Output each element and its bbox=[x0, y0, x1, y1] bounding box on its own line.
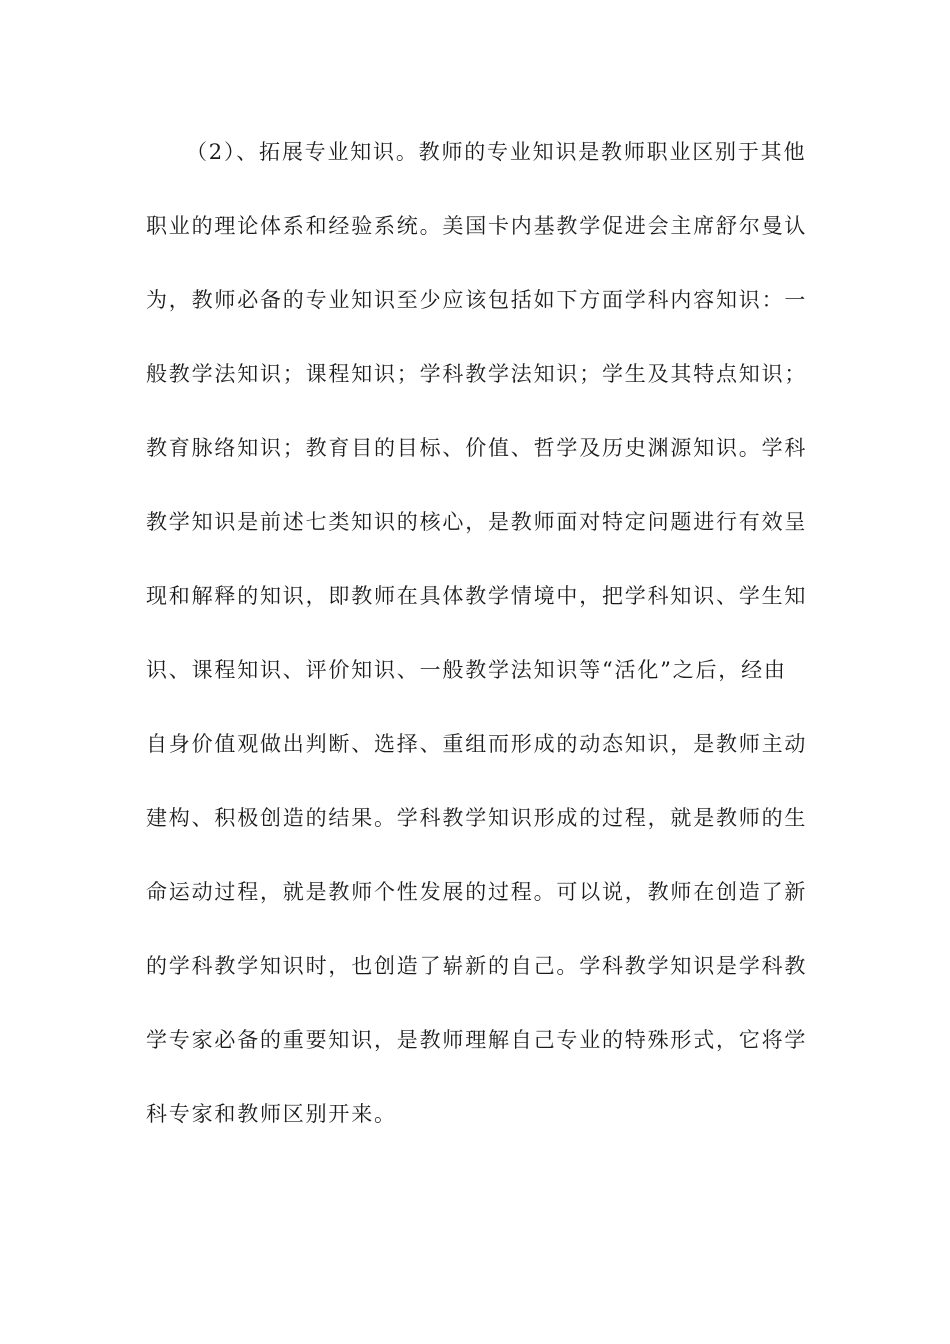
paragraph-line-5: 教育脉络知识；教育目的目标、价值、哲学及历史渊源知识。学科 bbox=[146, 436, 808, 460]
paragraph-line-12: 的学科教学知识时，也创造了崭新的自己。学科教学知识是学科教 bbox=[146, 954, 808, 978]
paragraph-line-4: 般教学法知识；课程知识；学科教学法知识；学生及其特点知识； bbox=[146, 362, 808, 386]
paragraph-line-10: 建构、积极创造的结果。学科教学知识形成的过程，就是教师的生 bbox=[146, 806, 808, 830]
paragraph-line-7: 现和解释的知识，即教师在具体教学情境中，把学科知识、学生知 bbox=[146, 584, 808, 608]
paragraph-line-6: 教学知识是前述七类知识的核心，是教师面对特定问题进行有效呈 bbox=[146, 510, 808, 534]
paragraph-line-11: 命运动过程，就是教师个性发展的过程。可以说，教师在创造了新 bbox=[146, 880, 808, 904]
paragraph-line-9: 自身价值观做出判断、选择、重组而形成的动态知识，是教师主动 bbox=[146, 732, 808, 756]
paragraph-line-8: 识、课程知识、评价知识、一般教学法知识等“活化”之后，经由 bbox=[146, 658, 787, 682]
paragraph-line-14: 科专家和教师区别开来。 bbox=[146, 1102, 397, 1126]
paragraph-line-3: 为，教师必备的专业知识至少应该包括如下方面学科内容知识：一 bbox=[146, 288, 808, 312]
paragraph-line-1: （2）、拓展专业知识。教师的专业知识是教师职业区别于其他 bbox=[186, 140, 807, 164]
paragraph-line-2: 职业的理论体系和经验系统。美国卡内基教学促进会主席舒尔曼认 bbox=[146, 214, 808, 238]
paragraph-line-13: 学专家必备的重要知识，是教师理解自己专业的特殊形式，它将学 bbox=[146, 1028, 808, 1052]
